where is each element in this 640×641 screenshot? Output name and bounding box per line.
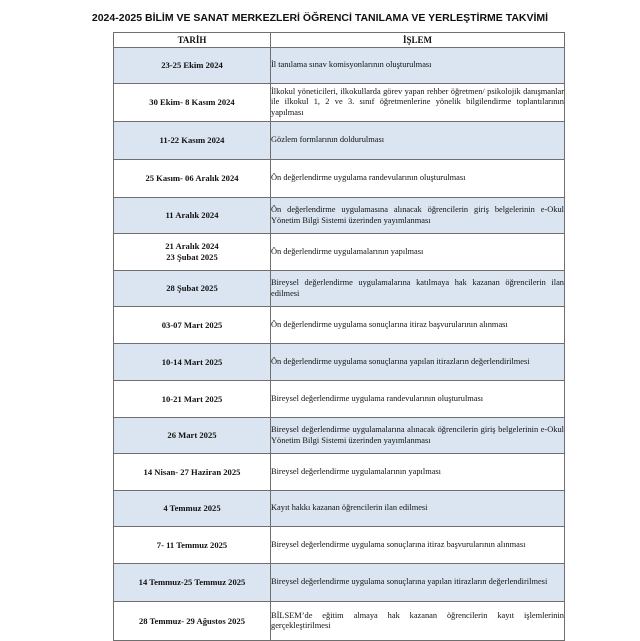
row-action bbox=[271, 198, 565, 234]
row-date bbox=[114, 122, 271, 160]
row-action-text: Bireysel değerlendirme uygulama sonuçlarına yapılan itirazların değerlendirilmesi bbox=[271, 577, 548, 587]
row-date-text: 21 Aralık 2024 bbox=[165, 241, 219, 251]
row-action-text: BİLSEM’de eğitim almaya hak kazanan öğrencilerin kayıt işlemlerinin gerçekleştirilmesi bbox=[271, 610, 564, 630]
row-date-text: 28 Şubat 2025 bbox=[166, 283, 218, 293]
row-action-text: Bireysel değerlendirme uygulamalarına katılmaya hak kazanan öğrencilerin ilan edilmesi bbox=[271, 278, 564, 298]
row-date bbox=[114, 602, 271, 641]
table-row bbox=[114, 381, 565, 418]
row-action-text: Bireysel değerlendirme uygulama sonuçlarına itiraz başvurularının alınması bbox=[271, 539, 526, 549]
row-action-text: Ön değerlendirme uygulamasına alınacak öğrencilerin giriş belgelerinin e-Okul Yönetim Bilgi Sistemi üzerinden yayımlanması bbox=[271, 205, 564, 225]
row-action bbox=[271, 307, 565, 344]
table-row bbox=[114, 418, 565, 454]
page-title: 2024-2025 BİLİM VE SANAT MERKEZLERİ ÖĞRENCİ TANILAMA VE YERLEŞTİRME TAKVİMİ bbox=[91, 12, 549, 24]
row-date-text: 7- 11 Temmuz 2025 bbox=[156, 539, 228, 550]
table-row bbox=[114, 564, 565, 602]
row-action-text: Ön değerlendirme uygulamalarının yapılması bbox=[271, 246, 424, 256]
row-action bbox=[271, 602, 565, 641]
row-action bbox=[271, 564, 565, 602]
column-header-action: İŞLEM bbox=[271, 33, 565, 48]
row-action bbox=[271, 454, 565, 491]
row-date bbox=[114, 527, 271, 564]
row-action bbox=[271, 271, 565, 307]
table-row bbox=[114, 271, 565, 307]
row-date-text: 03-07 Mart 2025 bbox=[161, 319, 223, 330]
row-date-text: 30 Ekim- 8 Kasım 2024 bbox=[149, 97, 235, 107]
table-row bbox=[114, 454, 565, 491]
row-action bbox=[271, 381, 565, 418]
row-action-text: Ön değerlendirme uygulama sonuçlarına yapılan itirazların değerlendirilmesi bbox=[271, 356, 530, 366]
row-date bbox=[114, 491, 271, 527]
row-date bbox=[114, 344, 271, 381]
table-row bbox=[114, 234, 565, 271]
row-date bbox=[114, 198, 271, 234]
row-date bbox=[114, 84, 271, 122]
row-date bbox=[114, 564, 271, 602]
row-action-text: Bireysel değerlendirme uygulamalarına alınacak öğrencilerin giriş belgelerinin e-Okul Yönetim Bilgi Sistemi üzerinden yayımlanması bbox=[271, 425, 564, 445]
row-date-text: 26 Mart 2025 bbox=[167, 430, 217, 440]
row-date-text: 10-21 Mart 2025 bbox=[161, 393, 223, 404]
row-action bbox=[271, 527, 565, 564]
column-header-date: TARİH bbox=[114, 33, 271, 48]
row-action bbox=[271, 84, 565, 122]
row-date bbox=[114, 160, 271, 198]
schedule-table bbox=[113, 32, 565, 641]
row-date bbox=[114, 48, 271, 84]
row-date bbox=[114, 454, 271, 491]
schedule-rows bbox=[114, 48, 565, 641]
row-date-text: 23-25 Ekim 2024 bbox=[161, 60, 223, 70]
row-action bbox=[271, 418, 565, 454]
row-date-text: 14 Temmuz-25 Temmuz 2025 bbox=[138, 577, 246, 587]
row-action bbox=[271, 48, 565, 84]
row-date bbox=[114, 418, 271, 454]
row-action-text: İlkokul yöneticileri, ilkokullarda görev yapan rehber öğretmen/ psikolojik danışmanlar ile ilkokul 1, 2 ve 3. sınıf öğretmenlerine yönelik bilgilendirme toplantılarının yapılması bbox=[271, 87, 564, 117]
row-action bbox=[271, 491, 565, 527]
row-action-text: Bireysel değerlendirme uygulama randevularının oluşturulması bbox=[271, 393, 484, 403]
row-action bbox=[271, 344, 565, 381]
row-date bbox=[114, 271, 271, 307]
table-row bbox=[114, 122, 565, 160]
table-row bbox=[114, 84, 565, 122]
row-date-text: 11-22 Kasım 2024 bbox=[159, 135, 225, 145]
row-action-text: Bireysel değerlendirme uygulamalarının yapılması bbox=[271, 466, 442, 476]
table-row bbox=[114, 527, 565, 564]
table-row bbox=[114, 344, 565, 381]
row-action-text: Gözlem formlarının doldurulması bbox=[271, 135, 385, 145]
table-row bbox=[114, 307, 565, 344]
row-action bbox=[271, 122, 565, 160]
row-action bbox=[271, 234, 565, 271]
row-date-text: 14 Nisan- 27 Haziran 2025 bbox=[143, 466, 241, 477]
row-action-text: İl tanılama sınav komisyonlarının oluşturulması bbox=[271, 60, 432, 70]
row-action-text: Ön değerlendirme uygulama randevularının oluşturulması bbox=[271, 173, 466, 183]
row-action bbox=[271, 160, 565, 198]
row-date bbox=[114, 307, 271, 344]
row-action-text: Ön değerlendirme uygulama sonuçlarına itiraz başvurularının alınması bbox=[271, 319, 508, 329]
row-date-text: 25 Kasım- 06 Aralık 2024 bbox=[145, 173, 239, 183]
row-date-text: 28 Temmuz- 29 Ağustos 2025 bbox=[139, 615, 245, 626]
table-row bbox=[114, 160, 565, 198]
row-date-text: 11 Aralık 2024 bbox=[165, 210, 219, 220]
table-row bbox=[114, 48, 565, 84]
row-action-text: Kayıt hakkı kazanan öğrencilerin ilan edilmesi bbox=[271, 503, 428, 513]
table-row bbox=[114, 491, 565, 527]
row-date bbox=[114, 381, 271, 418]
row-date bbox=[114, 234, 271, 271]
row-date-text-secondary: 23 Şubat 2025 bbox=[166, 252, 218, 262]
table-header-row bbox=[114, 33, 565, 48]
table-row bbox=[114, 602, 565, 641]
table-row bbox=[114, 198, 565, 234]
row-date-text: 10-14 Mart 2025 bbox=[161, 356, 223, 367]
row-date-text: 4 Temmuz 2025 bbox=[163, 503, 221, 513]
